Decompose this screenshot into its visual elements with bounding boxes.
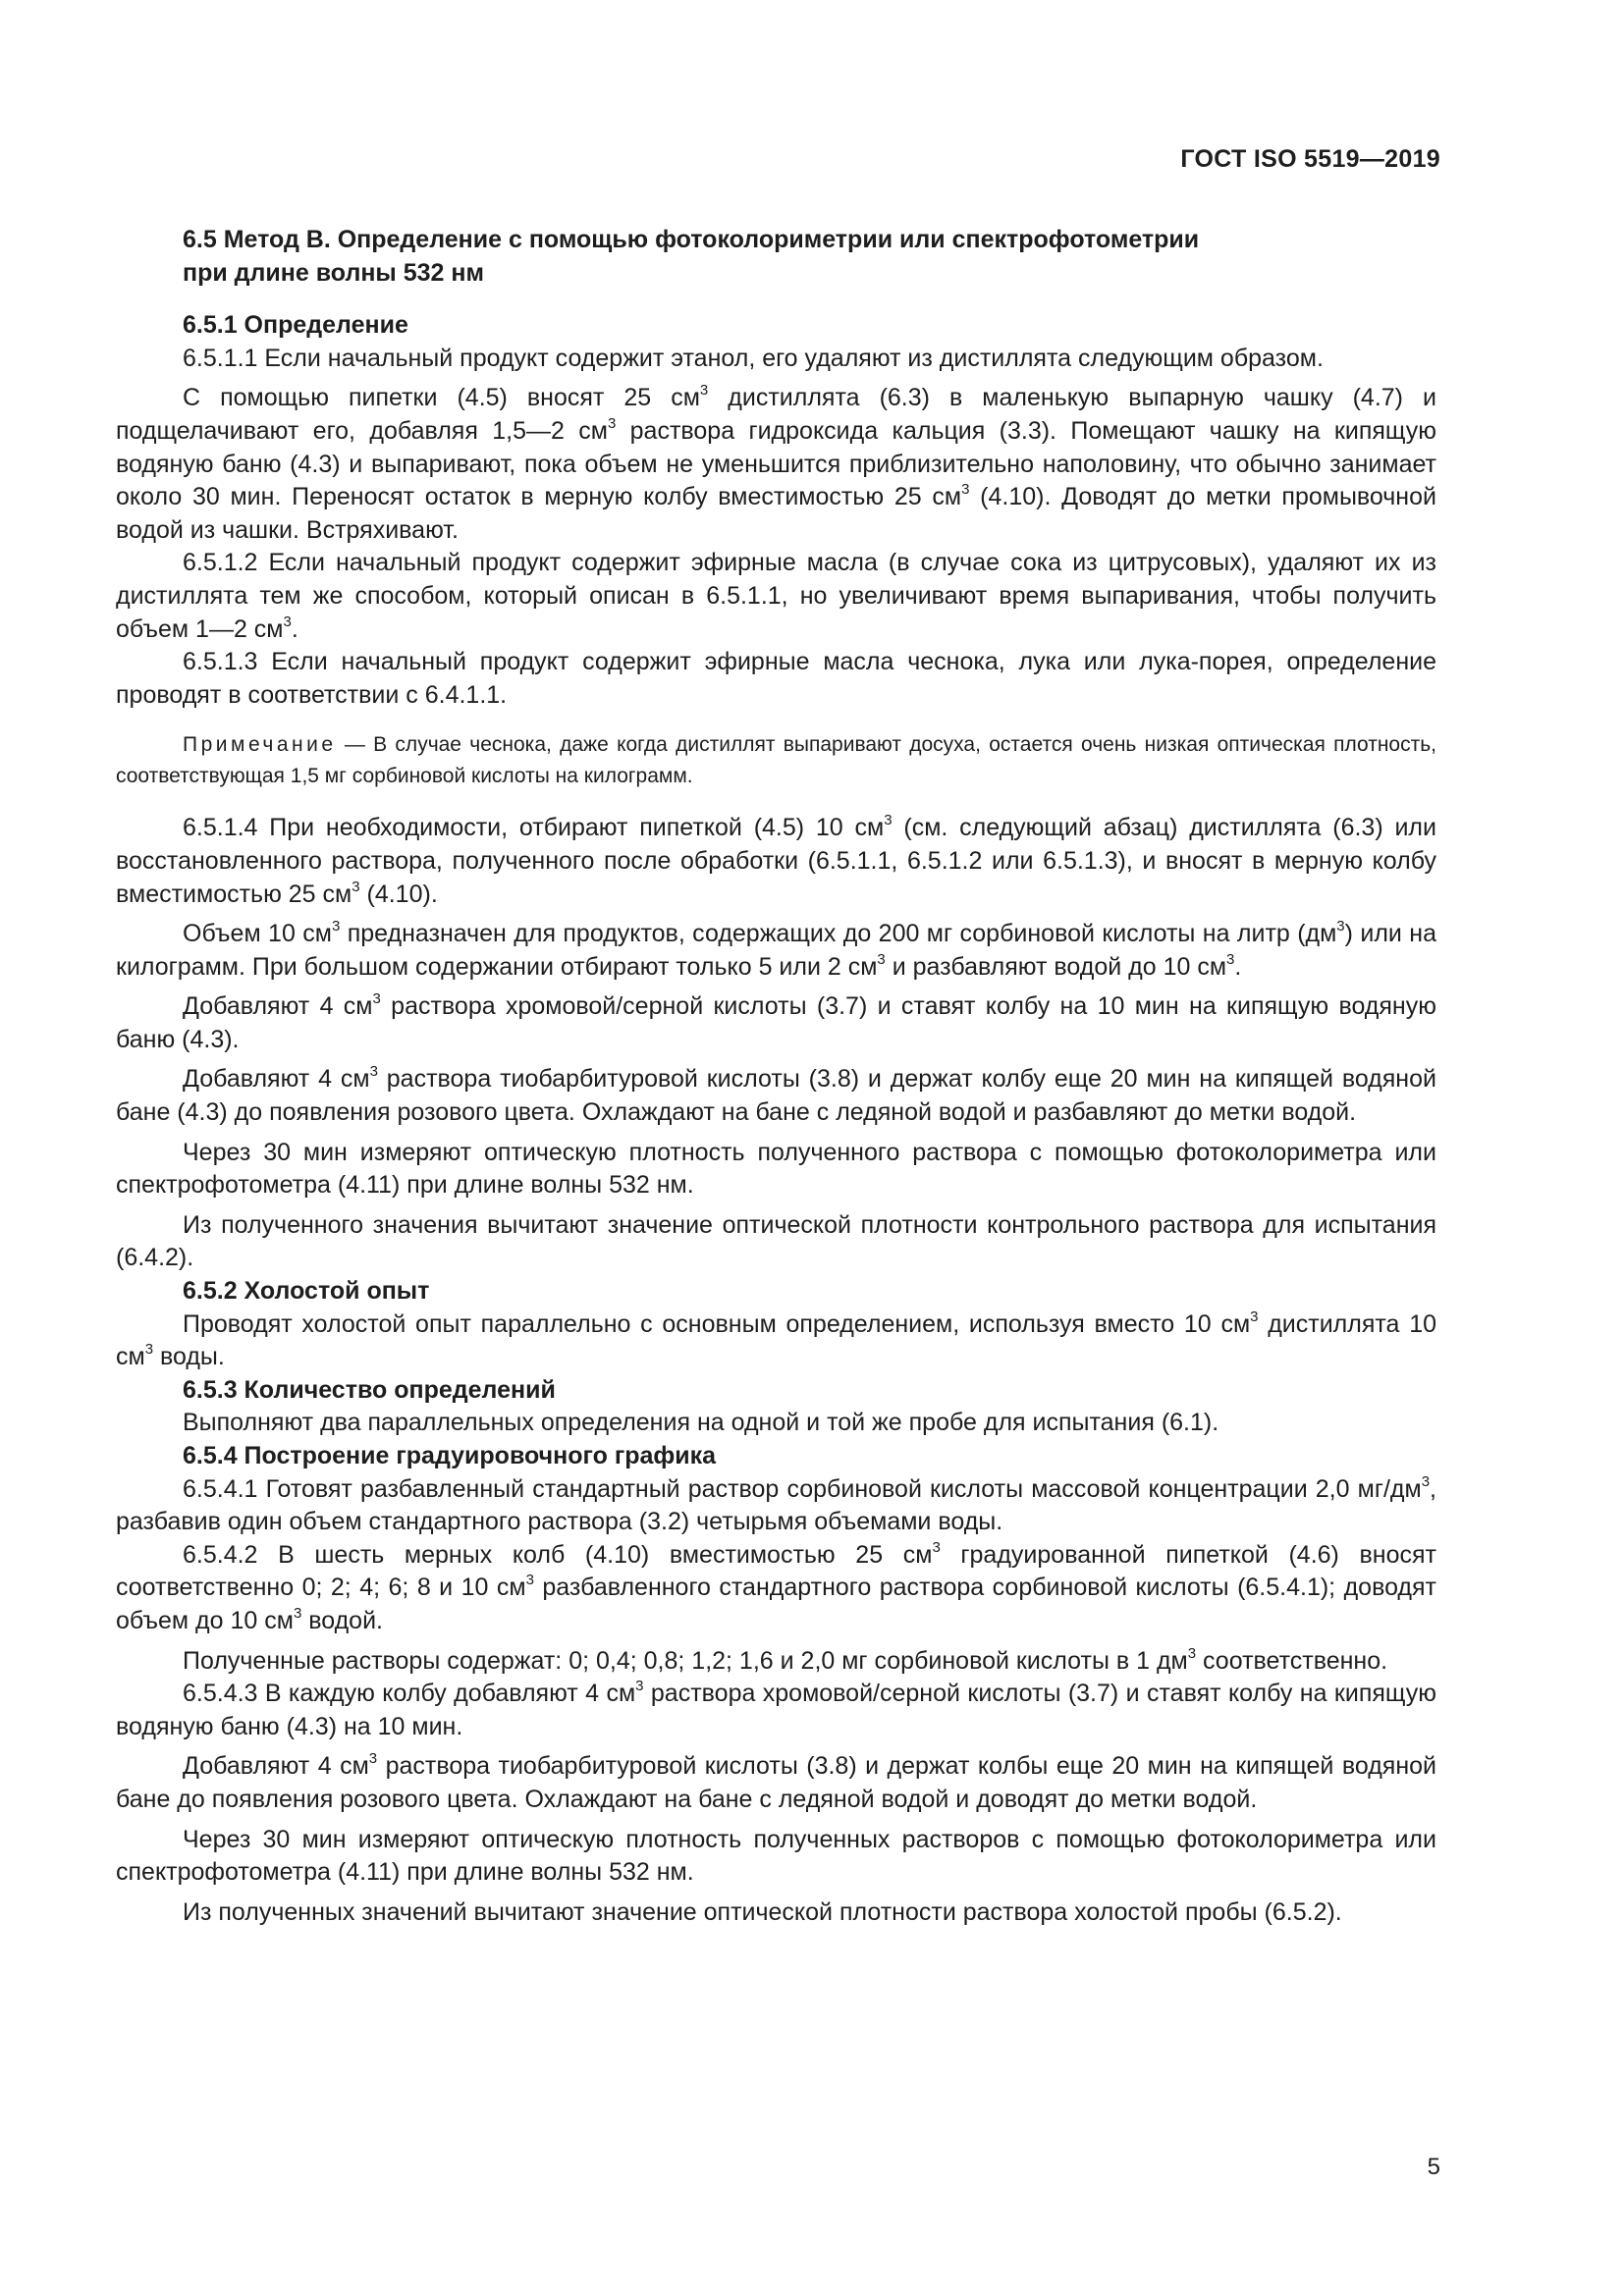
paragraph-6-5-1-2: 6.5.1.2 Если начальный продукт содержит эфирные масла (в случае сока из цитрусовых), удаляют их из дистиллята тем же способом, который описан в 6.5.1.1, но увеличивают время выпаривания, чтобы получить объем 1—2 $см^3$. [116,549,1436,643]
note: Примечание — В случае чеснока, даже когда дистиллят выпаривают досуха, остается очень низкая оптическая плотность, соответствующая 1,5 мг сорбиновой кислоты на килограмм. [116,733,1436,788]
paragraph-blank-test: Проводят холостой опыт параллельно с основным определением, используя вместо 10 $см^3$ дистиллята 10 $см^3$ воды. [116,1308,1436,1371]
section-6-5-1-title: 6.5.1 Определение [183,311,408,340]
paragraph-6-5-1-4: 6.5.1.4 При необходимости, отбирают пипеткой (4.5) 10 $см^3$ (см. следующий абзац) дистиллята (6.3) или восстановленного раствора, полученного после обработки (6.5.1.1, 6.5.1.2 или 6.5.1.3), и вносят в мерную колбу вместимостью 25 $см^3$ (4.10). [116,812,1436,908]
section-6-5-4-title: 6.5.4 Построение градуировочного графика [183,1442,717,1469]
paragraph-subtract-control: Из полученного значения вычитают значение оптической плотности контрольного раствора для испытания (6.4.2). [116,1210,1436,1272]
note-label: Примечание [183,733,337,757]
section-6-5-title: 6.5 Метод В. Определение с помощью фотоколориметрии или спектрофотометрии при длине волны 532 нм [183,226,1200,287]
paragraph-add-chromic-acid: Добавляют 4 $см^3$ раствора хромовой/серной кислоты (3.7) и ставят колбу на 10 мин на кипящую водяную баню (4.3). [116,990,1436,1053]
paragraph-measure-solutions: Через 30 мин измеряют оптическую плотность полученных растворов с помощью фотоколориметра или спектрофотометра (4.11) при длине волны 532 нм. [116,1825,1436,1887]
paragraph-6-5-4-1: 6.5.4.1 Готовят разбавленный стандартный раствор сорбиновой кислоты массовой концентрации 2,0 $мг/дм^3$, разбавив один объем стандартного раствора (3.2) четырьмя объемами воды. [116,1472,1436,1536]
paragraph-add-thiobarbituric-acid-flasks: Добавляют 4 $см^3$ раствора тиобарбитуровой кислоты (3.8) и держат колбы еще 20 мин на кипящей водяной бане до появления розового цвета. Охлаждают на бане с ледяной водой и доводят до метки водой. [116,1750,1436,1813]
paragraph-6-5-4-2: 6.5.4.2 В шесть мерных колб (4.10) вместимостью 25 $см^3$ градуированной пипеткой (4.6) вносят соответственно 0; 2; 4; 6; 8 и 10 $см^3$ разбавленного стандартного раствора сорбиновой кислоты (6.5.4.1); доводят объем до 10 $см^3$ водой. [116,1538,1436,1634]
paragraph-measure-optical-density: Через 30 мин измеряют оптическую плотность полученного раствора с помощью фотоколориметра или спектрофотометра (4.11) при длине волны 532 нм. [116,1138,1436,1200]
paragraph-6-5-4-3: 6.5.4.3 В каждую колбу добавляют 4 $см^3$ раствора хромовой/серной кислоты (3.7) и ставят колбу на кипящую водяную баню (4.3) на 10 мин. [116,1678,1436,1740]
paragraph-volume-10: Объем 10 $см^3$ предназначен для продуктов, содержащих до 200 мг сорбиновой кислоты на литр $(дм^3)$ или на килограмм. При большом содержании отбирают только 5 или 2 $см^3$ и разбавляют водой до 10 $см^3$. [116,918,1436,981]
paragraph-calcium-hydroxide: С помощью пипетки (4.5) вносят 25 $см^3$ дистиллята (6.3) в маленькую выпарную чашку (4.7) и подщелачивают его, добавляя 1,5—2 $см^3$ раствора гидроксида кальция (3.3). Помещают чашку на кипящую водяную баню (4.3) и выпаривают, пока объем не уменьшится приблизительно наполовину, что обычно занимает около 30 мин. Переносят остаток в мерную колбу вместимостью 25 $см^3$ (4.10). Доводят до метки промывочной водой из чашки. Встряхивают. [116,382,1436,544]
page-number: 5 [1427,2154,1440,2180]
paragraph-number-of-determinations: Выполняют два параллельных определения на одной и той же пробе для испытания (6.1). [183,1409,1219,1437]
document-body [116,224,1436,1929]
section-6-5-2-title: 6.5.2 Холостой опыт [183,1277,430,1306]
paragraph-6-5-1-1: 6.5.1.1 Если начальный продукт содержит этанол, его удаляют из дистиллята следующим образом. [183,344,1324,372]
paragraph-add-thiobarbituric-acid: Добавляют 4 $см^3$ раствора тиобарбитуровой кислоты (3.8) и держат колбу еще 20 мин на кипящей водяной бане (4.3) до появления розового цвета. Охлаждают на бане с ледяной водой и разбавляют до метки водой. [116,1063,1436,1127]
paragraph-solutions-content: Полученные растворы содержат: 0; 0,4; 0,8; 1,2; 1,6 и 2,0 мг сорбиновой кислоты в 1 $дм^3$ соответственно. [183,1644,1388,1675]
document-id-header: ГОСТ ISO 5519—2019 [1180,145,1440,173]
paragraph-6-5-1-3: 6.5.1.3 Если начальный продукт содержит эфирные масла чеснока, лука или лука-порея, определение проводят в соответствии с 6.4.1.1. [116,648,1436,709]
section-6-5-3-title: 6.5.3 Количество определений [183,1375,556,1404]
paragraph-subtract-blank: Из полученных значений вычитают значение оптической плотности раствора холостой пробы (6.5.2). [183,1897,1342,1926]
